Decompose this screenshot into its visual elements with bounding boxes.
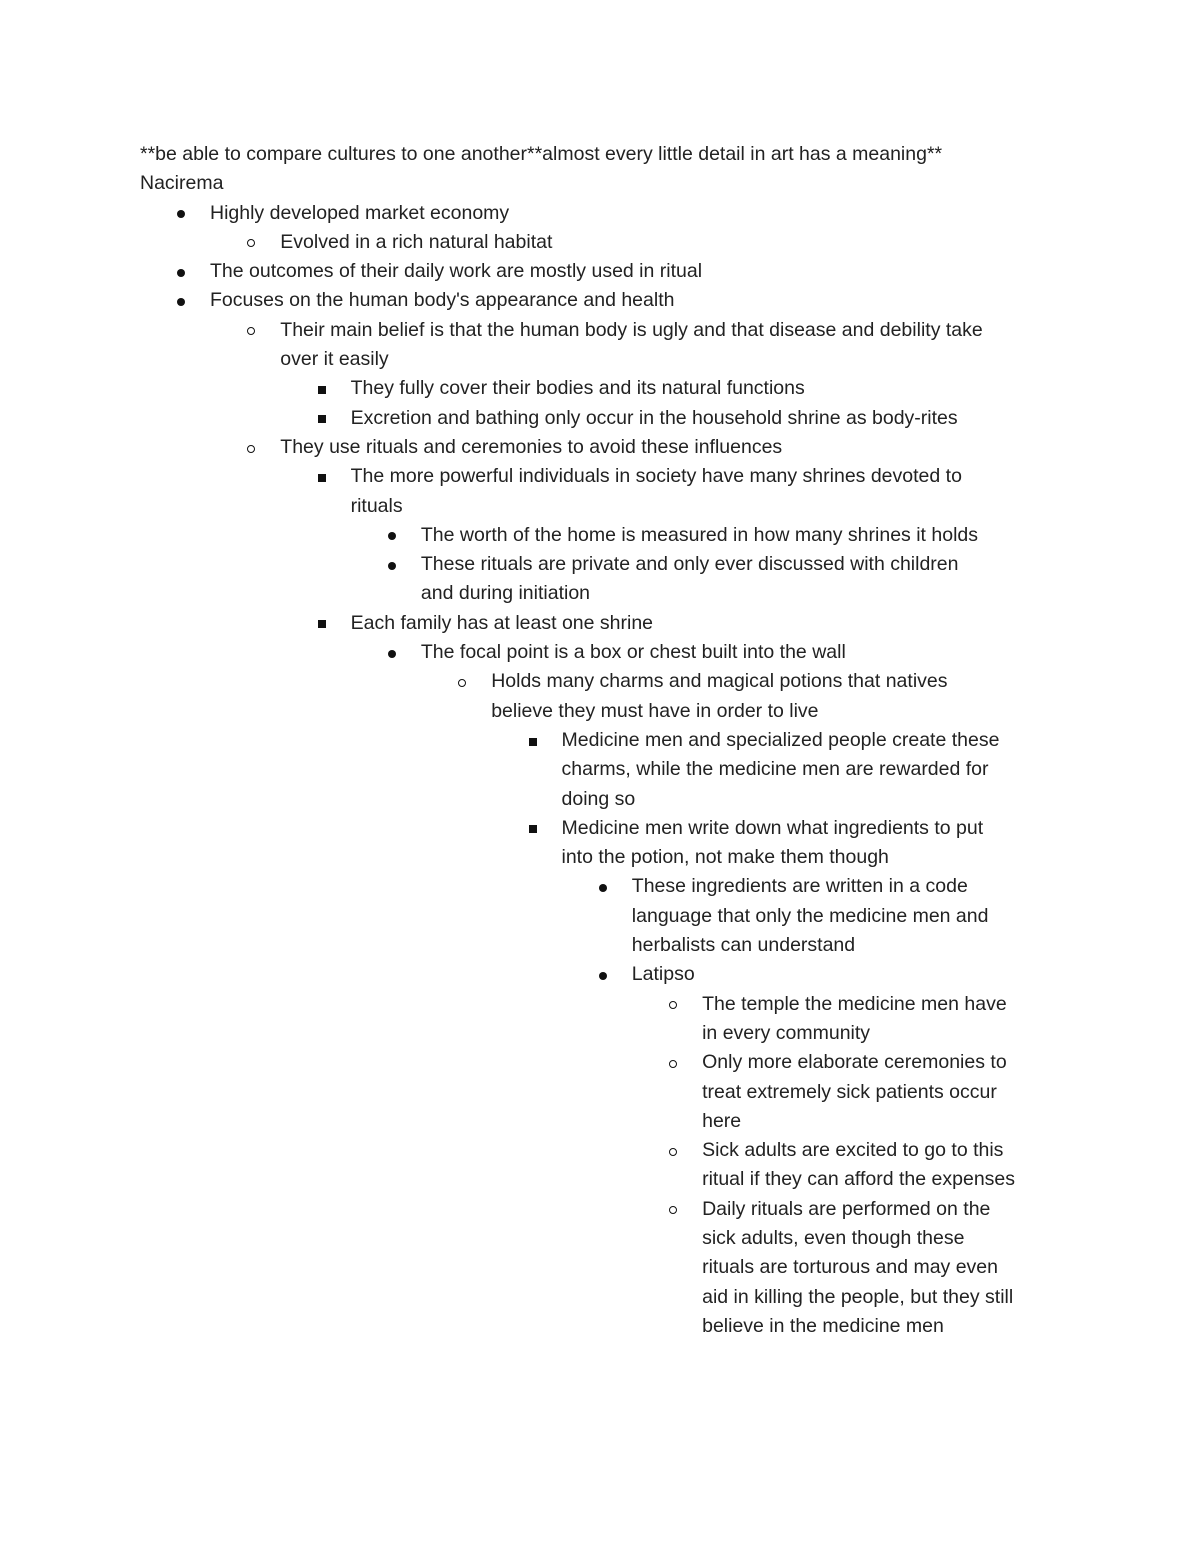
list-item-text: Holds many charms and magical potions that natives [491,670,948,693]
list-item-text: The temple the medicine men have [702,992,1007,1015]
list-item-text: rituals are torturous and may even [702,1256,998,1279]
circle-bullet-icon [241,316,261,345]
list-item-text: over it easily [280,348,389,371]
list-item-text: Highly developed market economy [210,201,510,224]
list-item-text: language that only the medicine men and [631,904,989,927]
disc-bullet-icon [171,286,191,315]
list-item-text: The outcomes of their daily work are mostly used in ritual [210,260,703,283]
circle-bullet-icon [663,990,683,1019]
list-item-text: Daily rituals are performed on the [702,1197,991,1220]
document-body [140,140,1070,1341]
list-item-text: These rituals are private and only ever discussed with children [420,553,959,576]
disc-bullet-icon [171,257,191,286]
list-item [140,1136,1070,1195]
disc-bullet-icon [382,550,402,579]
square-bullet-icon [523,814,543,843]
list-item [140,316,1070,375]
list-item-text: treat extremely sick patients occur [702,1080,997,1103]
list-item-text: ritual if they can afford the expenses [702,1168,1016,1191]
section-title: Nacirema [140,172,224,195]
disc-bullet-icon [382,521,402,550]
disc-bullet-icon [171,199,191,228]
list-item [140,374,1070,403]
list-item [140,257,1070,286]
circle-bullet-icon [241,433,261,462]
list-item-text: The focal point is a box or chest built into the wall [420,641,846,664]
circle-bullet-icon [241,228,261,257]
circle-bullet-icon [663,1195,683,1224]
list-item [140,726,1070,814]
bullet-list [140,199,1070,1342]
list-item-text: Medicine men write down what ingredients to put [561,816,984,839]
list-item-text: here [702,1109,742,1132]
list-item [140,521,1070,550]
list-item [140,228,1070,257]
list-item-text: sick adults, even though these [702,1226,965,1249]
list-item-text: Focuses on the human body's appearance and health [210,289,675,312]
list-item [140,462,1070,521]
square-bullet-icon [523,726,543,755]
list-item-text: Each family has at least one shrine [350,611,654,634]
list-item-text: Evolved in a rich natural habitat [280,230,553,253]
square-bullet-icon [312,609,332,638]
square-bullet-icon [312,374,332,403]
list-item [140,404,1070,433]
list-item-text: Sick adults are excited to go to this [702,1139,1004,1162]
list-item-text: in every community [702,1021,871,1044]
list-item [140,990,1070,1049]
list-item [140,814,1070,873]
list-item [140,872,1070,960]
list-item [140,1195,1070,1341]
list-item [140,433,1070,462]
square-bullet-icon [312,404,332,433]
list-item-text: The worth of the home is measured in how many shrines it holds [420,523,978,546]
list-item-text: rituals [350,494,403,517]
header-note: **be able to compare cultures to one another**almost every little detail in art has a meaning** [140,143,943,165]
list-item-text: Excretion and bathing only occur in the household shrine as body-rites [350,406,958,429]
disc-bullet-icon [382,638,402,667]
list-item-text: These ingredients are written in a code [631,875,968,898]
list-item-text: believe in the medicine men [702,1314,944,1337]
list-item-text: Latipso [631,963,695,986]
list-item-text: and during initiation [420,582,591,605]
list-item [140,609,1070,638]
list-item-text: The more powerful individuals in society have many shrines devoted to [350,465,962,488]
list-item-text: aid in killing the people, but they still [702,1285,1014,1308]
list-item [140,667,1070,726]
list-item-text: believe they must have in order to live [491,699,819,722]
circle-bullet-icon [452,667,472,696]
list-item-text: They use rituals and ceremonies to avoid these influences [280,435,783,458]
list-item-text: Medicine men and specialized people create these [561,728,1000,751]
square-bullet-icon [312,462,332,491]
list-item-text: They fully cover their bodies and its natural functions [350,377,805,400]
list-item-text: doing so [561,787,636,810]
disc-bullet-icon [593,872,613,901]
list-item-text: herbalists can understand [631,934,856,957]
list-item [140,960,1070,989]
list-item-text: Their main belief is that the human body is ugly and that disease and debility take [280,318,983,341]
list-item [140,199,1070,228]
list-item [140,286,1070,315]
list-item-text: charms, while the medicine men are rewarded for [561,758,989,781]
disc-bullet-icon [593,960,613,989]
list-item [140,638,1070,667]
circle-bullet-icon [663,1136,683,1165]
list-item [140,1048,1070,1136]
list-item-text: Only more elaborate ceremonies to [702,1051,1007,1074]
list-item-text: into the potion, not make them though [561,846,889,869]
circle-bullet-icon [663,1048,683,1077]
list-item [140,550,1070,609]
